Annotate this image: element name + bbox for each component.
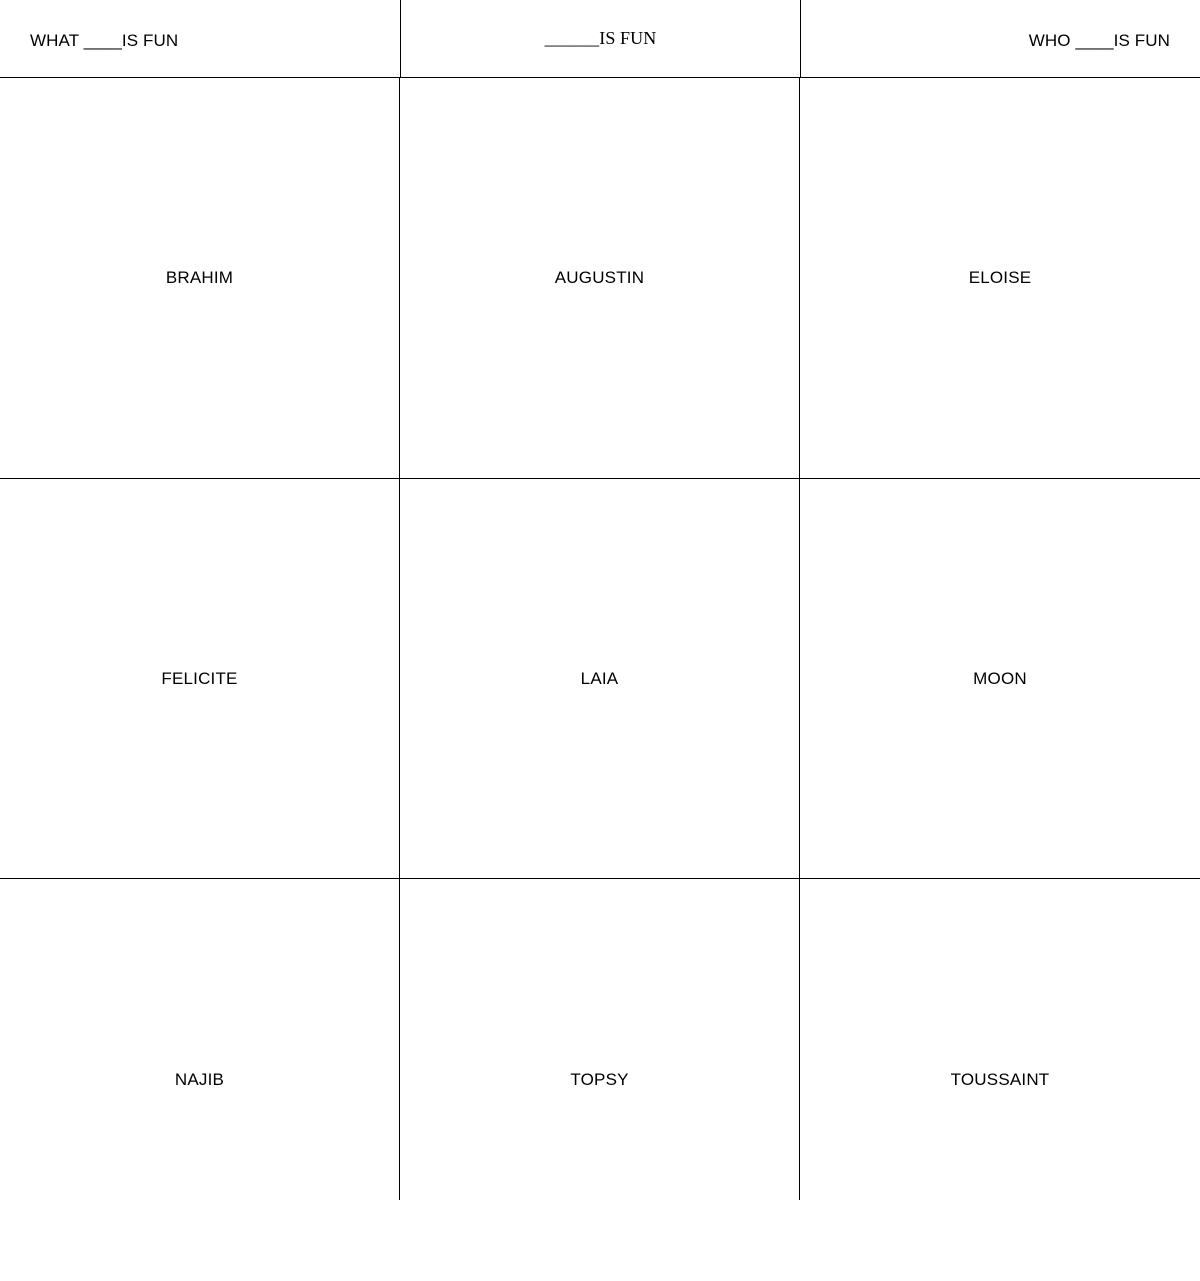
what-is-fun-link[interactable]: WHAT ____IS FUN — [30, 31, 179, 50]
who-is-fun-link[interactable]: WHO ____IS FUN — [1028, 31, 1170, 50]
grid-cell-label: TOPSY — [570, 1070, 629, 1089]
grid-cell-label: TOUSSAINT — [950, 1070, 1050, 1089]
grid-cell-felicite[interactable] — [0, 479, 399, 878]
name-grid — [0, 78, 1200, 1200]
grid-cell-label: BRAHIM — [165, 268, 234, 287]
grid-cell-label: ELOISE — [968, 268, 1032, 287]
grid-cell-label: AUGUSTIN — [554, 268, 645, 287]
header-cell-who — [800, 0, 1200, 78]
grid-cell-label: NAJIB — [174, 1070, 225, 1089]
grid-cell-label: MOON — [973, 668, 1027, 688]
grid-cell-label: LAIA — [580, 668, 619, 688]
grid-cell-brahim[interactable] — [0, 78, 399, 478]
header-cell-center — [400, 0, 800, 78]
grid-cell-topsy[interactable] — [400, 879, 799, 1281]
grid-cell-label: FELICITE — [161, 668, 238, 688]
grid-cell-laia[interactable] — [400, 479, 799, 878]
is-fun-link[interactable]: ______IS FUN — [544, 27, 657, 48]
grid-cell-moon[interactable] — [800, 479, 1200, 878]
grid-cell-toussaint[interactable] — [800, 879, 1200, 1281]
header-bar — [0, 0, 1200, 78]
grid-cell-augustin[interactable] — [400, 78, 799, 478]
grid-cell-najib[interactable] — [0, 879, 399, 1281]
grid-cell-eloise[interactable] — [800, 78, 1200, 478]
header-cell-what — [0, 0, 400, 78]
